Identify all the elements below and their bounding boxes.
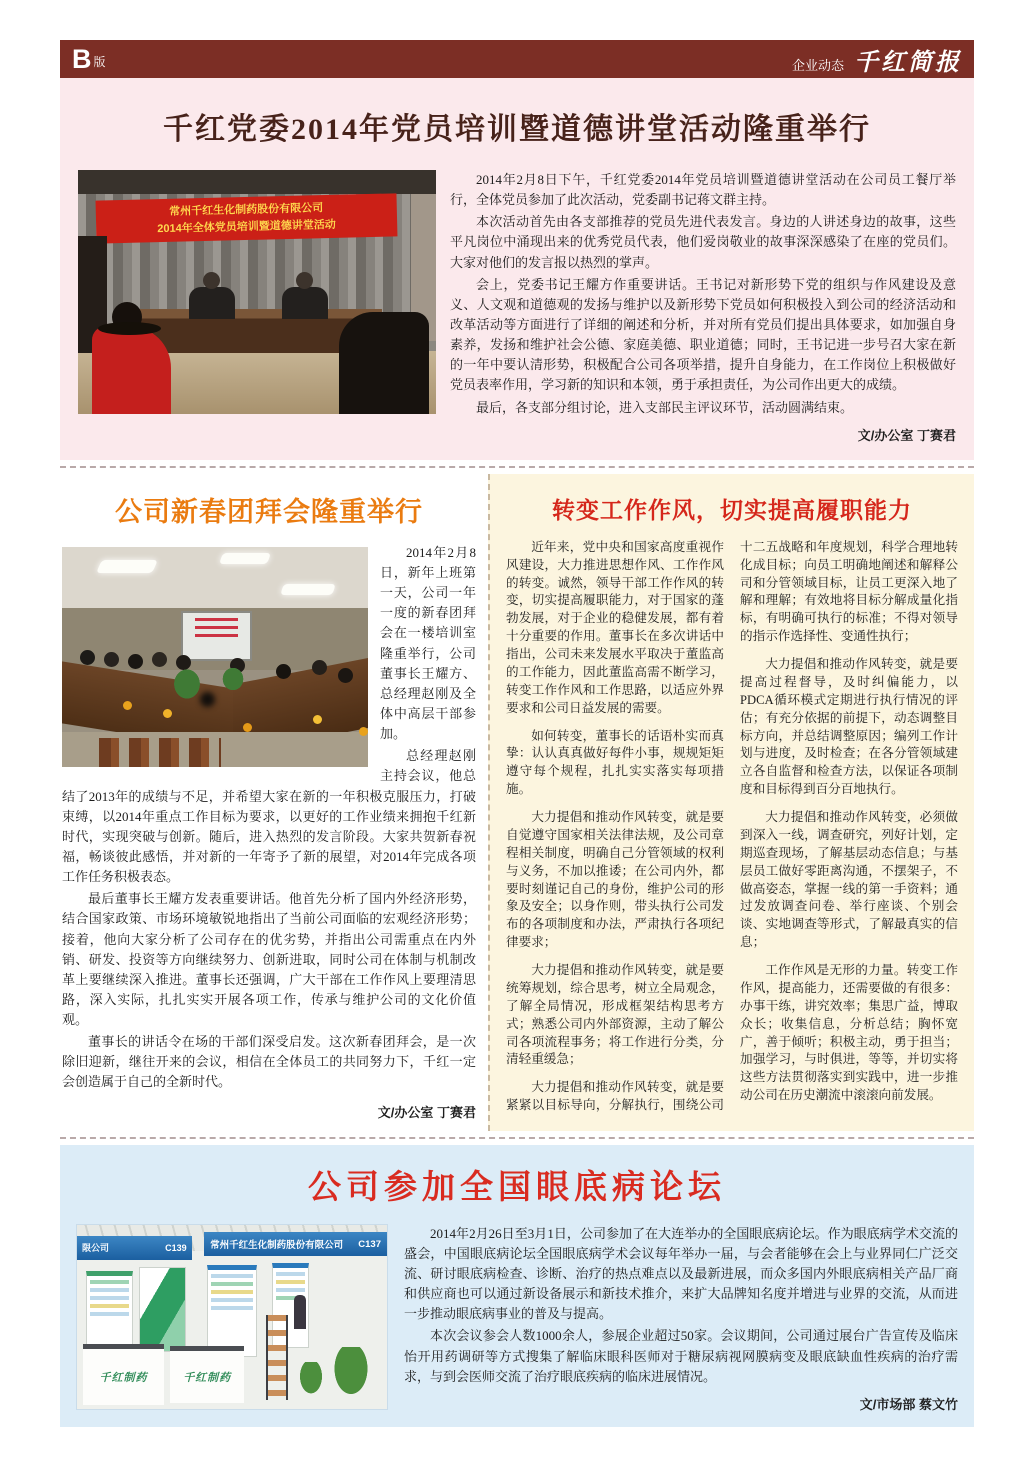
article1-text: [450, 170, 956, 446]
photo-plant: [172, 667, 202, 701]
photo-plant: [330, 1347, 372, 1401]
article2-paragraph: 董事长的讲话令在场的干部们深受启发。这次新春团拜会，是一次除旧迎新，继往开来的会议，相信在全体员工的共同努力下，千红一定会创造属于自己的全新时代。: [62, 1034, 476, 1090]
photo-speaker-right: [282, 287, 328, 319]
article3-text: [506, 539, 958, 1115]
edition-suffix: 版: [93, 54, 106, 69]
masthead-bar: [60, 40, 974, 78]
section-divider: [60, 1137, 974, 1139]
ceiling-light: [219, 553, 271, 564]
article3-paragraph: 大力提倡和推动作风转变，就是要自觉遵守国家相关法律法规，及公司章程相关制度，明确自己分管领域的权利与义务，不加以推诿；在公司内外，都要时刻谨记自己的身份，维护公司的形象及安全；以身作则，带头执行公司发布的各项制度和办法，严肃执行各项纪律要求；: [506, 810, 724, 950]
article3-paragraph: 大力提倡和推动作风转变，就是要紧紧以目标导向，分解执行，围绕公司十二五战略和年度规划，科学合理地转化成目标；向员工明确地阐述和解释公司和分管领域目标，让员工更深入地了解和理解；有效地将目标分解成量化指标，有明确可执行的标准；不得对领导的指示作选择性、变通性执行；: [506, 539, 958, 1113]
article2-byline: 文/办公室 丁赛君: [377, 1104, 476, 1120]
booth-left-name: 限公司: [82, 1243, 110, 1254]
company-logo: 千红制药: [183, 1372, 232, 1385]
article1-byline: 文/办公室 丁赛君: [857, 427, 956, 443]
booth-counter: [170, 1346, 244, 1403]
photo-chairs: [99, 738, 221, 767]
article3-paragraph: 如何转变，董事长的话语朴实而真挚：认认真真做好每件小事，规规矩矩遵守每个规程，扎扎实实落实每项措施。: [506, 728, 724, 797]
article3-paragraph: 大力提倡和推动作风转变，就是要提高过程督导，及时纠偏能力，以PDCA循环模式定期进行执行情况的评估；有充分依据的前提下，动态调整目标方向，并总结调整原因；编列工作计划与进度，及时检查；在各分管领域建立各自监督和检查方法，以保证各项制度和目标得到百分百地执行。: [740, 657, 958, 797]
photo-speaker-left: [189, 287, 235, 319]
article4-section: [60, 1145, 974, 1427]
article4-byline: 文/市场部 蔡文竹: [859, 1396, 958, 1412]
party-training-photo: [78, 170, 436, 414]
article4-paragraph: 本次会议参会人数1000余人，参展企业超过50家。会议期间，公司通过展台广告宣传及临床怡开用药调研等方式搜集了解临床眼科医师对于糖尿病视网膜病变及眼底缺血性疾病的治疗需求，与到会医师交流了治疗眼底疾病的临床进展情况。: [404, 1328, 958, 1384]
edition-label: [72, 43, 106, 74]
booth-poster: [207, 1265, 257, 1357]
article1-title: 千红党委2014年党员培训暨道德讲堂活动隆重举行: [163, 113, 871, 146]
article2-paragraph: 总经理赵刚主持会议，他总结了2013年的成绩与不足，并希望大家在新的一年积极克服压力，打破束缚，以2014年重点工作目标为要求，以更好的工作业绩来拥抱千红新时代，实现突破与创新。随后，进入热烈的发言阶段。大家共贺新春祝福，畅谈彼此感悟，并对新的一年寄予了新的展望，对2014年完成各项工作任务积极表态。: [62, 748, 476, 885]
photo-ceiling: [62, 547, 368, 609]
fruit-plates: [123, 701, 132, 710]
article3-column: [488, 474, 974, 1131]
photo-plant: [221, 666, 245, 692]
ceiling-light: [96, 560, 158, 573]
article1-paragraph: 2014年2月8日下午，千红党委2014年党员培训暨道德讲堂活动在公司员工餐厅举行，全体党员参加了此次活动，党委副书记蒋文群主持。: [450, 172, 956, 208]
masthead-section-label: 企业动态: [791, 57, 844, 73]
booth-sign-right: [204, 1232, 387, 1256]
new-year-meeting-photo: [62, 547, 368, 767]
article2-paragraph: 最后董事长王耀方发表重要讲话。他首先分析了国内外经济形势，结合国家政策、市场环境敏锐地指出了当前公司面临的宏观经济形势；接着，他向大家分析了公司存在的优劣势，并指出公司需重点在内外销、研发、投资等方向继续努力、创新进取，同时公司在体制与机制改革上要继续深入推进。董事长还强调，广大干部在工作作风上要理清思路，深入实际，扎扎实实开展各项工作，传承与维护公司的文化价值观。: [62, 891, 476, 1028]
article3-paragraph: 近年来，党中央和国家高度重视作风建设，大力推进思想作风、工作作风的转变。诚然，领导干部工作作风的转变，切实提高履职能力，对于国家的蓬勃发展，对于企业的稳健发展，都有着十分重要的作用。董事长在多次讲话中指出，公司未来发展水平取决于董监高的工作能力，因此董监高需不断学习，转变工作作风和工作思路，以适应外界要求和公司日益发展的需要。: [506, 539, 724, 715]
article3-paragraph: 大力提倡和推动作风转变，必须做到深入一线，调查研究，列好计划，定期巡查现场，了解基层动态信息；与基层员工做好零距离沟通，不摆架子，不做高姿态，掌握一线的第一手资料；通过发放调查问卷、举行座谈、个别会谈、实地调查等形式，了解最真实的信息；: [740, 810, 958, 950]
projection-screen: [181, 611, 251, 662]
article2-title: 公司新春团拜会隆重举行: [115, 496, 423, 527]
article2-column: [60, 474, 488, 1131]
article1-paragraph: 会上，党委书记王耀方作重要讲话。王书记对新形势下党的组织与作风建设及意义、人文观和道德观的发扬与维护以及新形势下党员如何积极投入到公司的经济活动和改革活动等方面进行了详细的阐述和分析，并对所有党员们提出具体要求，如加强自身素养，发扬和维护社会公德、家庭美德、职业道德；同时，王书记进一步号召大家在新的一年中要认清形势，积极配合公司各项举措，提升自身能力，在工作岗位上积极做好党员表率作用，学习新的知识和本领，勇于承担责任，为公司作出更大的成绩。: [450, 276, 956, 393]
masthead-title: 千红简报: [854, 49, 962, 76]
article4-paragraph: 2014年2月26日至3月1日，公司参加了在大连举办的全国眼底病论坛。作为眼底病学术交流的盛会，中国眼底病论坛全国眼底病学术会议每年举办一届，与会者能够在会上与业界同仁广泛交流、研讨眼底病检查、诊断、治疗的热点难点以及最新进展，而众多国内外眼底病相关产品厂商和供应商也可以通过新设备展示和新技术推介，来扩大品牌知名度并增进与业界的交流，从而进一步推动眼底病事业的普及与提高。: [404, 1225, 958, 1322]
booth-sign-left: [77, 1236, 192, 1260]
photo-audience-red-jacket: [92, 326, 171, 414]
brochure-rack: [266, 1315, 288, 1400]
article4-title: 公司参加全国眼底病论坛: [308, 1169, 726, 1206]
photo-visitor: [294, 1295, 306, 1329]
article3-paragraph: 工作作风是无形的力量。转变工作作风，提高能力，还需要做的有很多：办事干练，讲究效率；集思广益，博取众长；收集信息，分析总结；胸怀宽广，善于倾听；积极主动，勇于担当；加强学习，与时俱进，等等，并切实将这些方法贯彻落实到实践中，进一步推动公司在历史潮流中滚滚向前发展。: [740, 963, 958, 1103]
photo-plant: [297, 1362, 325, 1398]
article3-paragraph: 大力提倡和推动作风转变，就是要统筹规划，综合思考，树立全局观念，了解全局情况，形成框架结构思考方式；熟悉公司内外部资源，主动了解公司各项流程事务；将工作进行分类，分清轻重缓急；: [506, 963, 724, 1067]
article2-paragraph: 2014年2月8日，新年上班第一天，公司一年一度的新春团拜会在一楼培训室隆重举行，公司董事长王耀方、总经理赵刚及全体中高层干部参加。: [380, 544, 476, 742]
photo-audience-black-jacket: [339, 312, 429, 414]
booth-poster: [86, 1271, 133, 1348]
booth-right-number: C137: [358, 1238, 381, 1250]
article1-section: [60, 78, 974, 460]
banner-line2: 2014年全体党员培训暨道德讲堂活动: [157, 218, 336, 235]
section-divider: [60, 466, 974, 468]
company-logo: 千红制药: [99, 1372, 148, 1385]
article1-paragraph: 最后，各支部分组讨论，进入支部民主评议环节，活动圆满结束。: [476, 399, 854, 415]
article3-title: 转变工作作风，切实提高履职能力: [552, 496, 912, 523]
booth-left-number: C139: [165, 1242, 187, 1253]
booth-counter: [83, 1344, 164, 1405]
exhibition-booth-photo: [76, 1224, 388, 1410]
ceiling-light: [281, 584, 337, 595]
banner-line1: 常州千红生化制药股份有限公司: [168, 201, 324, 218]
booth-poster-green: [139, 1267, 186, 1352]
article4-text: [404, 1224, 958, 1415]
article1-paragraph: 本次活动首先由各支部推荐的党员先进代表发言。身边的人讲述身边的故事，这些平凡岗位中涌现出来的优秀党员代表，他们爱岗敬业的故事深深感染了在座的党员们。大家对他们的发言报以热烈的掌声。: [450, 214, 956, 270]
booth-right-name: 常州千红生化制药股份有限公司: [210, 1240, 344, 1252]
photo-banner: [95, 193, 397, 243]
page-bottom-margin: [0, 1427, 1034, 1475]
article2-text: [62, 543, 476, 1123]
masthead: [792, 42, 962, 77]
edition-letter: B: [72, 43, 92, 74]
